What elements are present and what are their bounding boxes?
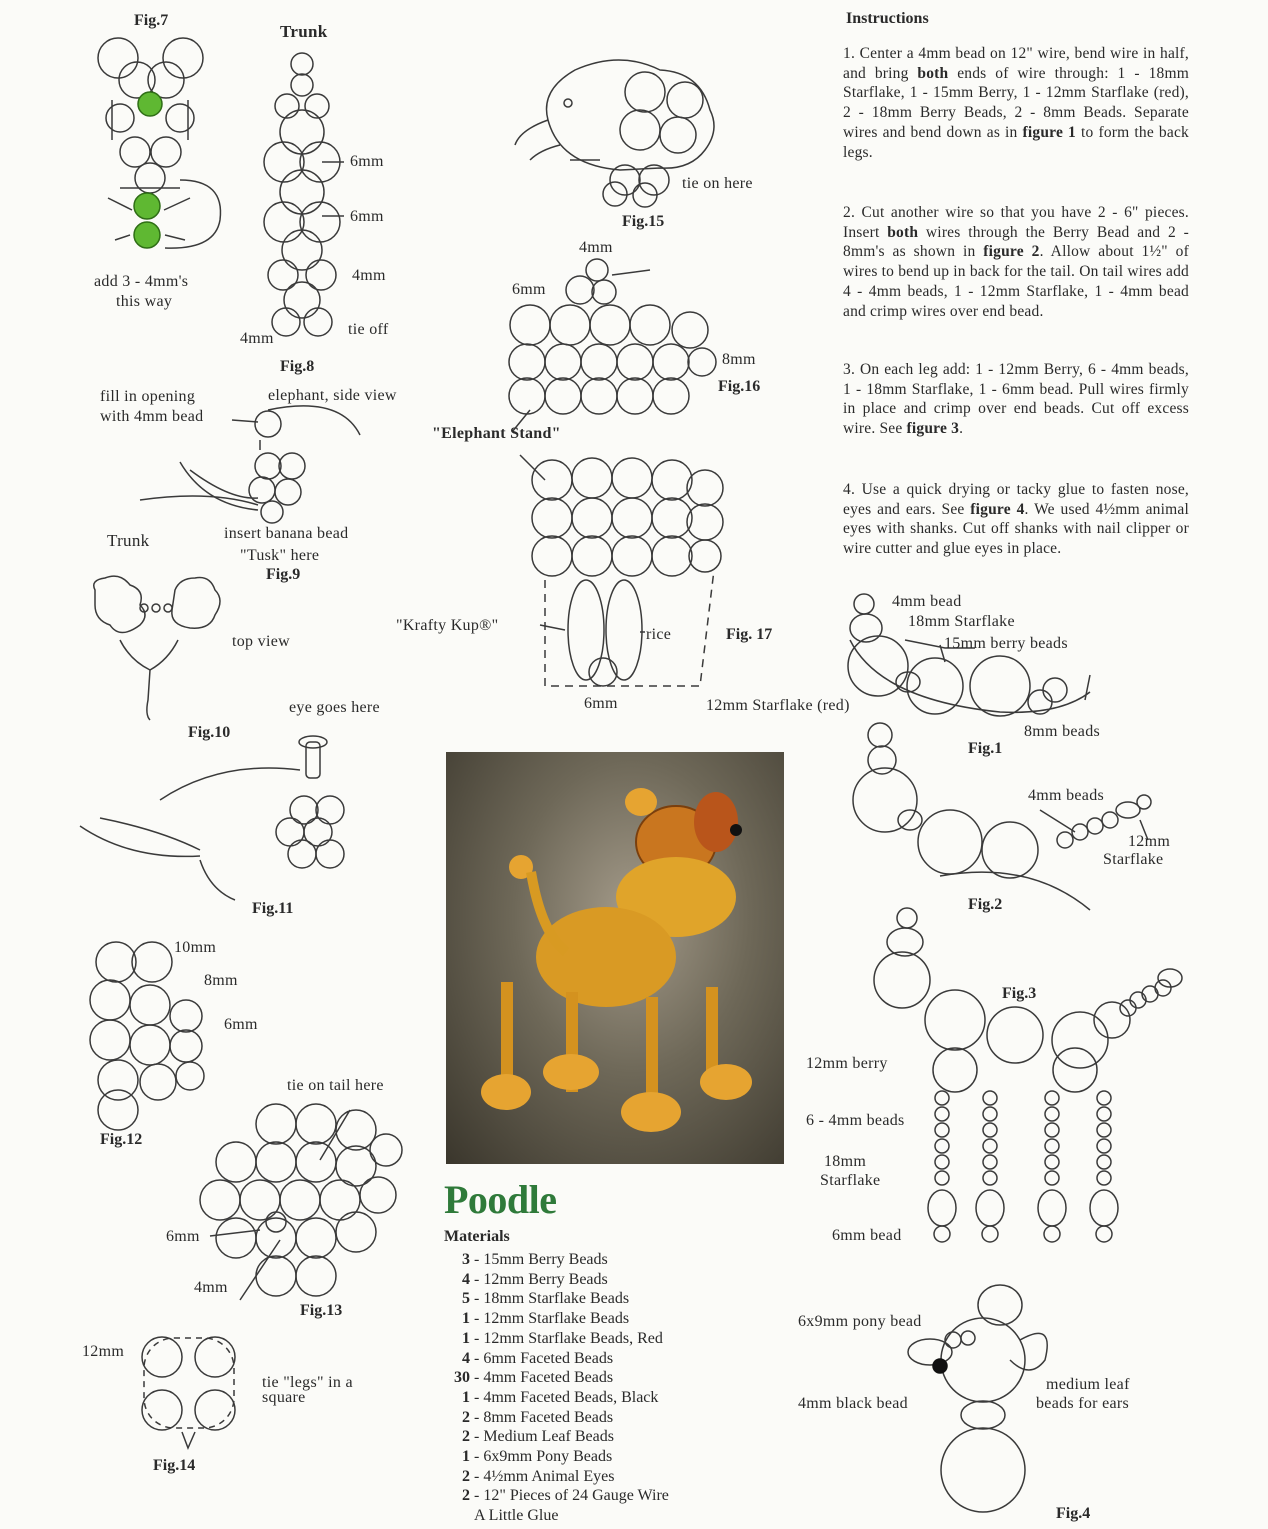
fig3-label-18mm-l2: Starflake bbox=[820, 1172, 881, 1189]
poodle-photo bbox=[446, 752, 784, 1164]
fig7-note-line2: this way bbox=[116, 293, 173, 310]
instruction-emphasis: figure 2 bbox=[983, 243, 1040, 261]
fig3-leg-end-bead bbox=[1044, 1226, 1060, 1242]
fig3-leg-bead bbox=[935, 1139, 949, 1153]
instruction-step bbox=[843, 203, 1189, 321]
fig4-label-black: 4mm black bead bbox=[798, 1395, 908, 1412]
fig8-label-6mm-top: 6mm bbox=[350, 153, 384, 170]
material-name: - 6x9mm Pony Beads bbox=[470, 1448, 613, 1466]
instruction-emphasis: figure 3 bbox=[906, 420, 960, 438]
instruction-emphasis: both bbox=[917, 64, 949, 82]
fig8-caption: Fig.8 bbox=[280, 358, 315, 375]
fig3-caption: Fig.3 bbox=[1002, 985, 1037, 1002]
instruction-text: . bbox=[959, 420, 964, 438]
material-item bbox=[444, 1250, 669, 1270]
material-name: - 12mm Starflake Beads, Red bbox=[470, 1329, 663, 1347]
material-item bbox=[444, 1408, 669, 1428]
fig7-caption: Fig.7 bbox=[134, 12, 169, 29]
fig4-diagram bbox=[908, 1285, 1047, 1512]
fig12-diagram bbox=[90, 942, 204, 1130]
material-qty: 1 bbox=[462, 1310, 470, 1328]
instruction-text: . Allow about 1½" of wires to bend up in back for the tail. On tail wires add 4 - 4mm beads, 1 - 12mm Starflake, 1 - 4mm bead and crimp wires over end bead. bbox=[843, 243, 1189, 320]
material-item bbox=[444, 1388, 669, 1408]
instruction-emphasis: figure 4 bbox=[970, 500, 1025, 518]
material-item bbox=[444, 1349, 669, 1369]
fig8-label-4mm-left: 4mm bbox=[240, 330, 274, 347]
trunk-title: Trunk bbox=[280, 22, 328, 41]
fig14-label-12mm: 12mm bbox=[82, 1343, 125, 1360]
fig13-tie-tail: tie on tail here bbox=[287, 1077, 384, 1094]
instruction-text: to form the back legs. bbox=[843, 123, 1189, 161]
fig3-leg-starflake bbox=[1038, 1190, 1066, 1226]
fig13-caption: Fig.13 bbox=[300, 1302, 343, 1319]
fig3-leg-bead bbox=[1045, 1171, 1059, 1185]
material-qty: 2 bbox=[462, 1408, 470, 1426]
fig3-leg-bead bbox=[983, 1171, 997, 1185]
fig3-leg-bead bbox=[1045, 1091, 1059, 1105]
material-qty: 1 bbox=[462, 1448, 470, 1466]
fig3-leg-starflake bbox=[928, 1190, 956, 1226]
fig3-leg-bead bbox=[1097, 1171, 1111, 1185]
material-name: - 8mm Faceted Beads bbox=[470, 1408, 614, 1426]
fig10-caption: Fig.10 bbox=[188, 724, 231, 741]
fig8-label-6mm-bottom: 6mm bbox=[350, 208, 384, 225]
material-qty: 1 bbox=[462, 1329, 470, 1347]
fig3-leg-bead bbox=[1045, 1123, 1059, 1137]
fig14-caption: Fig.14 bbox=[153, 1457, 196, 1474]
fig3-label-18mm-l1: 18mm bbox=[824, 1153, 867, 1170]
fig17-caption: Fig. 17 bbox=[726, 626, 773, 643]
fig1-label-4mm: 4mm bead bbox=[892, 593, 962, 610]
instruction-text: 4. Use a quick drying or tacky glue to fasten nose, eyes and ears. See bbox=[843, 481, 1189, 518]
fig13-diagram bbox=[200, 1104, 402, 1300]
fig3-diagram bbox=[874, 908, 1182, 1242]
fig11-caption: Fig.11 bbox=[252, 900, 294, 917]
fig3-leg-bead bbox=[1097, 1139, 1111, 1153]
fig16-label-4mm: 4mm bbox=[579, 239, 613, 256]
fig17-label-6mm: 6mm bbox=[584, 695, 618, 712]
material-item bbox=[444, 1427, 669, 1447]
fig3-leg-bead bbox=[983, 1107, 997, 1121]
fig17-diagram bbox=[532, 458, 723, 686]
material-name: - 12mm Berry Beads bbox=[470, 1270, 608, 1288]
fig3-leg-starflake bbox=[1090, 1190, 1118, 1226]
fig16-caption: Fig.16 bbox=[718, 378, 761, 395]
fig3-leg-bead bbox=[1045, 1107, 1059, 1121]
instruction-text: . We used 4½mm animal eyes with shanks. Cut off shanks with nail clipper or wire cutter and glue eyes in place. bbox=[843, 500, 1189, 558]
fig4-caption: Fig.4 bbox=[1056, 1505, 1091, 1522]
material-qty: 2 bbox=[462, 1428, 470, 1446]
fig1-label-15mm: 15mm berry beads bbox=[944, 635, 1068, 652]
instruction-text: wires through the Berry Bead and 2 - 8mm's as shown in bbox=[843, 223, 1189, 261]
fig1-label-12mm-red: 12mm Starflake (red) bbox=[706, 697, 850, 714]
fig3-label-12mm-berry: 12mm berry bbox=[806, 1055, 888, 1072]
instruction-text: 2. Cut another wire so that you have 2 - 6" pieces. Insert bbox=[843, 204, 1189, 241]
material-qty: 4 bbox=[462, 1270, 470, 1288]
material-item bbox=[444, 1289, 669, 1309]
fig3-leg-end-bead bbox=[1096, 1226, 1112, 1242]
materials-title: Materials bbox=[444, 1228, 510, 1245]
fig15-caption: Fig.15 bbox=[622, 213, 665, 230]
material-name: - 12" Pieces of 24 Gauge Wire bbox=[470, 1487, 669, 1505]
fig11-eye-here: eye goes here bbox=[289, 699, 380, 716]
instruction-emphasis: both bbox=[887, 223, 919, 241]
material-qty: 2 bbox=[462, 1487, 470, 1505]
fig1-label-18mm: 18mm Starflake bbox=[908, 613, 1015, 630]
fig2-label-12mm-l2: Starflake bbox=[1103, 851, 1164, 868]
material-qty: 30 bbox=[454, 1369, 470, 1387]
fig2-label-4mm: 4mm beads bbox=[1028, 787, 1105, 804]
fig9-banana-line1: insert banana bead bbox=[224, 525, 349, 542]
fig7-note-line1: add 3 - 4mm's bbox=[94, 273, 189, 290]
fig4-label-leaf-l2: beads for ears bbox=[1036, 1395, 1130, 1412]
fig17-rice-label: rice bbox=[646, 626, 672, 643]
material-item bbox=[444, 1486, 669, 1506]
fig14-note-line2: square bbox=[262, 1389, 306, 1406]
material-item bbox=[444, 1329, 669, 1349]
fig9-caption: Fig.9 bbox=[266, 566, 301, 583]
fig3-leg-bead bbox=[935, 1123, 949, 1137]
fig3-leg-bead bbox=[935, 1155, 949, 1169]
instruction-step bbox=[843, 480, 1189, 559]
material-qty: 1 bbox=[462, 1388, 470, 1406]
fig3-label-6mm: 6mm bead bbox=[832, 1227, 902, 1244]
material-item bbox=[444, 1506, 669, 1526]
fig2-caption: Fig.2 bbox=[968, 896, 1003, 913]
instruction-step bbox=[843, 360, 1189, 439]
fig3-leg-bead bbox=[1045, 1155, 1059, 1169]
fig14-diagram bbox=[142, 1337, 235, 1448]
fig15-tie-here: tie on here bbox=[682, 175, 753, 192]
material-name: - 6mm Faceted Beads bbox=[470, 1349, 614, 1367]
fig4-label-pony: 6x9mm pony bead bbox=[798, 1313, 922, 1330]
instruction-step bbox=[843, 44, 1189, 162]
material-name: - 18mm Starflake Beads bbox=[470, 1290, 630, 1308]
fig9-fill-line2: with 4mm bead bbox=[100, 408, 204, 425]
instructions-title: Instructions bbox=[846, 10, 929, 27]
fig12-label-8mm: 8mm bbox=[204, 972, 238, 989]
fig8-diagram bbox=[264, 53, 344, 336]
fig1-caption: Fig.1 bbox=[968, 740, 1003, 757]
material-item bbox=[444, 1309, 669, 1329]
material-name: A Little Glue bbox=[474, 1507, 559, 1525]
fig3-label-4mm-beads: 6 - 4mm beads bbox=[806, 1112, 905, 1129]
fig3-leg-end-bead bbox=[982, 1226, 998, 1242]
fig13-label-4mm: 4mm bbox=[194, 1279, 228, 1296]
fig3-leg-bead bbox=[1097, 1123, 1111, 1137]
material-name: - 4mm Faceted Beads, Black bbox=[470, 1388, 659, 1406]
fig3-leg-bead bbox=[1097, 1107, 1111, 1121]
fig3-leg-bead bbox=[1045, 1139, 1059, 1153]
material-qty: 2 bbox=[462, 1467, 470, 1485]
fig14-note-line1: tie "legs" in a bbox=[262, 1374, 353, 1391]
fig3-leg-bead bbox=[983, 1091, 997, 1105]
fig12-label-6mm: 6mm bbox=[224, 1016, 258, 1033]
material-item bbox=[444, 1270, 669, 1290]
fig3-leg-bead bbox=[935, 1107, 949, 1121]
fig3-leg-bead bbox=[983, 1155, 997, 1169]
fig7-diagram bbox=[98, 38, 221, 248]
material-qty: 3 bbox=[462, 1251, 470, 1268]
fig12-label-10mm: 10mm bbox=[174, 939, 217, 956]
fig8-label-tie-off: tie off bbox=[348, 321, 389, 338]
fig10-diagram bbox=[94, 576, 220, 720]
material-qty: 4 bbox=[462, 1349, 470, 1367]
fig2-label-12mm-l1: 12mm bbox=[1128, 833, 1171, 850]
fig3-leg-starflake bbox=[976, 1190, 1004, 1226]
fig11-diagram bbox=[80, 736, 344, 900]
material-item bbox=[444, 1467, 669, 1487]
fig13-label-6mm: 6mm bbox=[166, 1228, 200, 1245]
materials-list bbox=[444, 1250, 669, 1526]
fig8-label-4mm-right: 4mm bbox=[352, 267, 386, 284]
krafty-kup-label: "Krafty Kup®" bbox=[396, 617, 499, 634]
material-name: - 12mm Starflake Beads bbox=[470, 1310, 630, 1328]
fig16-label-6mm: 6mm bbox=[512, 281, 546, 298]
poodle-photo-art bbox=[446, 752, 784, 1164]
material-name: - 4½mm Animal Eyes bbox=[470, 1467, 615, 1485]
material-name: - Medium Leaf Beads bbox=[470, 1428, 614, 1446]
fig3-leg-bead bbox=[983, 1123, 997, 1137]
instruction-text: 3. On each leg add: 1 - 12mm Berry, 6 - 4mm beads, 1 - 18mm Starflake, 1 - 6mm bead. Pull wires firmly in place and crimp over end beads. Cut off excess wire. See bbox=[843, 361, 1189, 438]
fig1-label-8mm: 8mm beads bbox=[1024, 723, 1101, 740]
fig9-banana-line2: "Tusk" here bbox=[240, 547, 320, 564]
material-item bbox=[444, 1368, 669, 1388]
fig9-fill-line1: fill in opening bbox=[100, 388, 196, 405]
elephant-stand-label: "Elephant Stand" bbox=[432, 425, 561, 442]
fig3-leg-bead bbox=[983, 1139, 997, 1153]
fig9-side-view: elephant, side view bbox=[268, 387, 397, 404]
fig9-trunk-label: Trunk bbox=[107, 531, 150, 550]
material-qty: 5 bbox=[462, 1290, 470, 1308]
material-name: - 4mm Faceted Beads bbox=[470, 1369, 614, 1387]
fig3-leg-bead bbox=[1097, 1091, 1111, 1105]
fig12-caption: Fig.12 bbox=[100, 1131, 143, 1148]
fig3-leg-bead bbox=[935, 1091, 949, 1105]
material-name: - 15mm Berry Beads bbox=[470, 1251, 608, 1268]
instruction-text: ends of wire through: 1 - 18mm Starflake, 1 - 15mm Berry, 1 - 12mm Starflake (red), 2 - 18mm Berry Beads, 2 - 8mm Beads. Separate wires and bend down as in bbox=[843, 64, 1189, 141]
poodle-title: Poodle bbox=[444, 1177, 557, 1222]
fig16-label-8mm: 8mm bbox=[722, 351, 756, 368]
fig3-leg-bead bbox=[935, 1171, 949, 1185]
fig3-leg-bead bbox=[1097, 1155, 1111, 1169]
instruction-emphasis: figure 1 bbox=[1022, 123, 1076, 141]
material-item bbox=[444, 1447, 669, 1467]
fig3-leg-end-bead bbox=[934, 1226, 950, 1242]
fig4-label-leaf-l1: medium leaf bbox=[1046, 1376, 1130, 1393]
instruction-text: 1. Center a 4mm bead on 12" wire, bend wire in half, and bring bbox=[843, 45, 1189, 82]
fig10-top-view: top view bbox=[232, 633, 290, 650]
